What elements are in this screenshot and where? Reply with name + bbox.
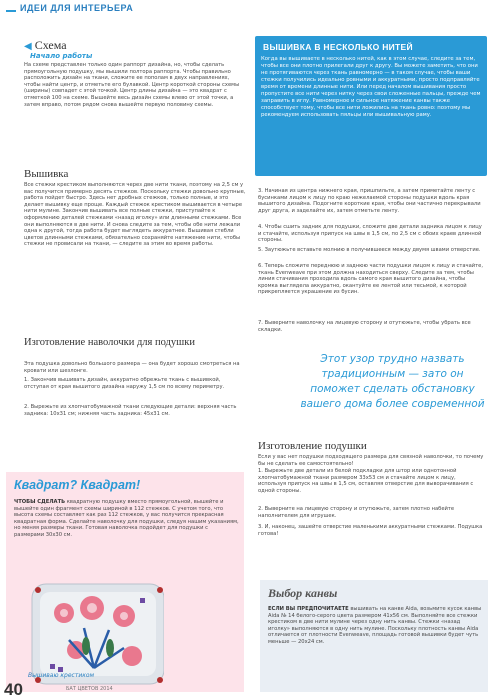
square-body-text: квадратную подушку вместо прямоугольной, вышейте и вышейте один фрагмент схемы шириной в 112 стежков. С учетом того, что высота схемы составляет как раз 112 стежков, у вас получится прекрасная квадратная форма. Сделайте наволочку для подушки, следуя нашим указаниям, но меняя размеры ткани. Готовая наволочка подойдет для подушки с размерами 30х30 см. xyxy=(14,499,239,538)
canvas-choice-box xyxy=(260,580,488,692)
square-body xyxy=(14,499,239,539)
embroidery-title: Вышивка xyxy=(24,168,69,180)
square-lead: ЧТОБЫ СДЕЛАТЬ xyxy=(14,499,66,505)
section-label: ИДЕИ ДЛЯ ИНТЕРЬЕРА xyxy=(20,3,134,13)
page-number: 40 xyxy=(4,680,23,699)
canvas-lead: ЕСЛИ ВЫ ПРЕДПОЧИТАЕТЕ xyxy=(268,606,349,612)
magazine-logo: Вышиваю крестиком xyxy=(28,672,95,679)
making-step-3: 3. И, наконец, зашейте отверстие маленькими аккуратными стежками. Подушка готова! xyxy=(258,524,483,537)
right-step-7: 7. Выверните наволочку на лицевую сторону и отутюжьте, чтобы убрать все складки. xyxy=(258,320,471,333)
pillowcase-intro: Эта подушка довольно большого размера — она будет хорошо смотреться на кровати или шезлонге. xyxy=(24,361,240,374)
scheme-body: На схеме представлен только один раппорт дизайна, но, чтобы сделать прямоугольную подушку, мы вышили полтора раппорта. Чтобы правильно расположить дизайн на ткани, сложите ее пополам в двух направлениях, чтобы найти центр, и отметьте его булавкой. Центр короткой стороны схемы (ширины) совпадет с этой точкой. Центр длины дизайна — это квадрат с отметкой 100 на схеме. Вышейте весь дизайн схемы влево от этой точки, а затем вправо, потом рядом снова вышейте первую половину схемы. xyxy=(24,62,240,108)
right-step-4: 4. Чтобы сшить задник для подушки, сложите две детали задника лицом к лицу и стачайте, используя припуск на швы в 1,5 см, по 2,5 см с обоих краев длинной стороны. xyxy=(258,224,482,244)
scheme-heading xyxy=(24,38,67,53)
canvas-body xyxy=(268,606,482,646)
header-accent-line xyxy=(6,10,16,12)
making-title: Изготовление подушки xyxy=(258,440,367,452)
making-step-1: 1. Вырежьте две детали из белой подкладки для штор или однотонной хлопчатобумажной ткани размером 33х53 см и стачайте лицом к лицу, используя припуск на швы в 1,5 см, оставляя отверстие для выворачивания с одной стороны. xyxy=(258,468,474,494)
pillowcase-step-1: 1. Закончив вышивать дизайн, аккуратно обрежьте ткань с вышивкой, отступая от края вышитого дизайна наружу 1,5 см по всему периметру. xyxy=(24,377,225,390)
issue-label: БАТ ЦВЕТОВ 2014 xyxy=(66,686,113,692)
scheme-subtitle: Начало работы xyxy=(30,52,93,60)
square-title: Квадрат? Квадрат! xyxy=(14,478,141,492)
scheme-title: Схема xyxy=(34,38,67,52)
right-step-6: 6. Теперь сложите переднюю и заднюю части подушки лицом к лицу и стачайте, ткань Evenweave при этом должна находиться сверху. Следите за тем, чтобы линия стачивания проходила вдоль самого края вышитого дизайна, чтобы кромка выглядела аккуратно, окантуйте ее лентой или тесьмой, к которой прикрепляется украшение из бусин. xyxy=(258,263,484,296)
right-step-5: 5. Заутюжьте вставьте молнию в получившееся между двумя швами отверстие. xyxy=(258,247,481,253)
pillowcase-title: Изготовление наволочки для подушки xyxy=(24,337,195,348)
right-step-3: 3. Начиная из центра нижнего края, пришпильте, а затем приметайте ленту с бусинками лицом к лицу по краю нежелаемой стороны подушки вдоль края вышитого дизайна. Подогните короткие края, чтобы они частично перекрывали друг друга, и заделайте их, затем отметьте ленту. xyxy=(258,188,481,214)
pillowcase-step-2: 2. Вырежьте из хлопчатобумажной ткани следующие детали: верхняя часть задника: 10х31 см; нижняя часть задника: 45х31 см. xyxy=(24,404,237,417)
making-body: Если у вас нет подушки подходящего размера для связной наволочки, то почему бы не сделать ее самостоятельно! xyxy=(258,454,484,467)
scheme-section xyxy=(24,38,67,53)
square-pillow-box xyxy=(6,472,244,692)
embroidery-body: Все стежки крестиком выполняются через две нити ткани, поэтому на 2,5 см у вас получится примерно десять стежков. Поскольку стежки довольно крупные, работа пойдет быстро. Здесь нет дробных стежков, только полные, и это делает вышивку еще проще. Каждый стежок крестиком вышивается в четыре нити мулине. Закончив вышивать все полные стежки, приступайте к оформлению деталей стежками «назад иголку» или длинными стежками. Все они выполняются в две нити. И снова следите за тем, чтобы обе нити лежали одна к другой, тогда работа будет выглядеть аккуратнее. Вышивая стебли цветов длинными стежками, обязательно сохраняйте натяжение нити, чтобы стежки не провисали на ткани, — следите за этим во время работы. xyxy=(24,182,246,248)
canvas-body-text: вышивать на канве Aida, возьмите кусок канвы Aida № 14 белого-серого цвета размером 41х56 см. Выполняйте все стежки крестиком в две нити мулине через одну нить канвы. Стежки «назад иголку» выполняются в одну нить мулине. Поскольку плотность канвы Aida отличается от плотности Evenweave, площадь готовой вышивки будет чуть меньше — 20х24 см. xyxy=(268,606,482,645)
pull-quote: Этот узор трудно назвать традиционным — зато он поможет сделать обстановку вашего дома более современной xyxy=(300,353,485,410)
canvas-title: Выбор канвы xyxy=(268,586,338,600)
tip-title: ВЫШИВКА В НЕСКОЛЬКО НИТЕЙ xyxy=(263,42,413,52)
chevron-left-icon: ◀ xyxy=(24,41,32,52)
multi-thread-tip-box xyxy=(255,36,487,176)
making-step-2: 2. Выверните на лицевую сторону и отутюжьте, затем плотно набейте наполнителем для игрушек. xyxy=(258,506,455,519)
tip-body: Когда вы вышиваете в несколько нитей, как в этом случае, следите за тем, чтобы все они плотно прилегали друг к другу. Вы можете заметить, что они не протягиваются через ткань равномерно — в таком случае, чтобы ваши стежки получились идеально ровными и аккуратными, просто подправляйте время от времени длинные нити. Или перед началом вышивания просто пропустите все нити через нитку через свои сложенные пальцы, прежде чем заправить в иглу. Равномерное и сильное натяжение канвы также способствует тому, чтобы все нити ложились на ткань ровно: поэтому мы рекомендуем использовать пяльцы или вышивальную раму. xyxy=(261,56,481,118)
section-header xyxy=(0,0,493,22)
